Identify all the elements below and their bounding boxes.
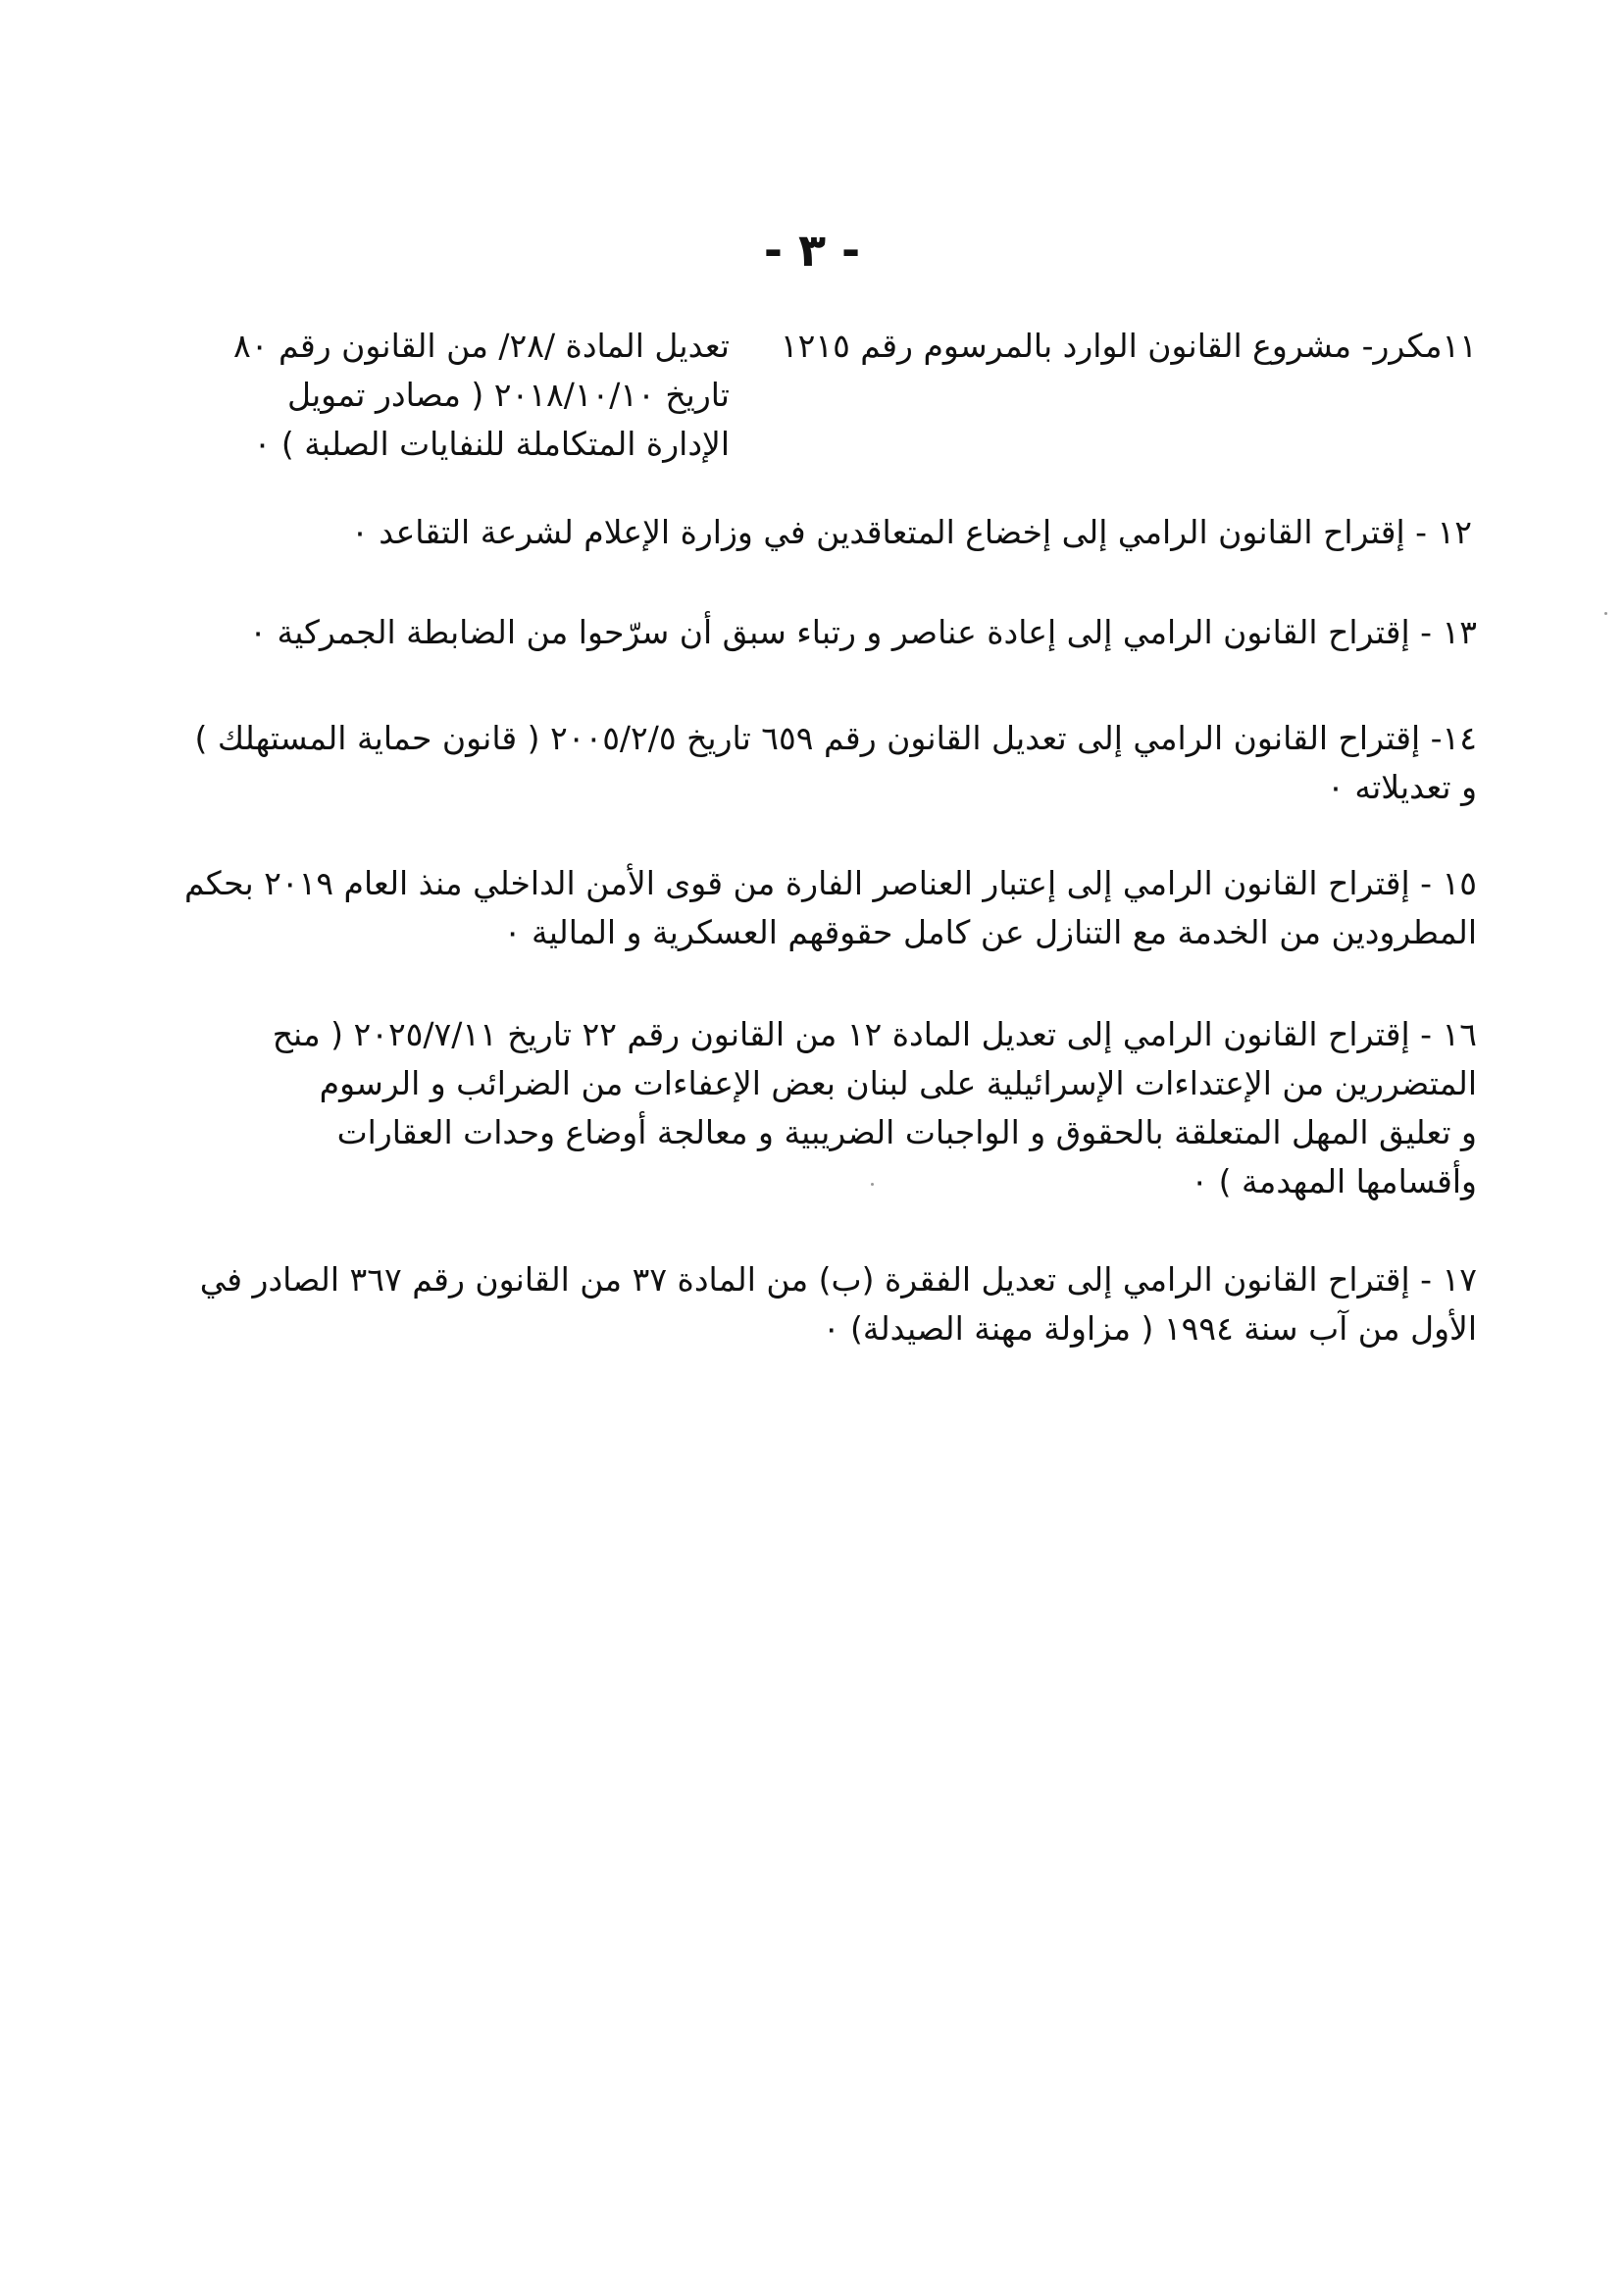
agenda-item-12: [158, 508, 1472, 557]
page-number: - ٣ -: [763, 224, 861, 277]
agenda-item-15-line-1: ١٥ - إقتراح القانون الرامي إلى إعتبار العناصر الفارة من قوى الأمن الداخلي منذ العام ٢٠١٩ بحكم: [183, 864, 1477, 902]
agenda-item-14-line-1: ١٤- إقتراح القانون الرامي إلى تعديل القانون رقم ٦٥٩ تاريخ ٢٠٠٥/٢/٥ ( قانون حماية المستهلك ): [194, 719, 1477, 757]
agenda-item-13-line-1: ١٣ - إقتراح القانون الرامي إلى إعادة عناصر و رتباء سبق أن سرّحوا من الضابطة الجمركية ٠: [249, 613, 1477, 651]
agenda-item-17: [163, 1255, 1477, 1353]
agenda-item-16-line-2: المتضررين من الإعتداءات الإسرائيلية على لبنان بعض الإعفاءات من الضرائب و الرسوم: [319, 1064, 1477, 1102]
agenda-item-11bis-subject-line-1: تعديل المادة /٢٨/ من القانون رقم ٨٠: [233, 327, 730, 365]
agenda-item-11bis-title: [780, 322, 1477, 371]
agenda-item-11bis-subject-line-3: الإدارة المتكاملة للنفايات الصلبة ) ٠: [253, 425, 730, 463]
agenda-item-16: [163, 1010, 1477, 1206]
agenda-item-14: [163, 714, 1477, 812]
scan-speck: [871, 1183, 874, 1186]
agenda-item-15-line-2: المطرودين من الخدمة مع التنازل عن كامل حقوقهم العسكرية و المالية ٠: [503, 913, 1477, 951]
agenda-item-16-line-3: و تعليق المهل المتعلقة بالحقوق و الواجبات الضريبية و معالجة أوضاع وحدات العقارات: [336, 1113, 1477, 1151]
agenda-item-17-line-1: ١٧ - إقتراح القانون الرامي إلى تعديل الفقرة (ب) من المادة ٣٧ من القانون رقم ٣٦٧ الصادر في: [199, 1260, 1477, 1299]
agenda-item-15: [163, 859, 1477, 957]
agenda-item-13: [163, 608, 1477, 657]
agenda-item-11bis-subject: [180, 322, 730, 469]
agenda-item-11bis-subject-line-2: تاريخ ٢٠١٨/١٠/١٠ ( مصادر تمويل: [286, 376, 730, 414]
agenda-item-11bis-title-line: ١١مكرر- مشروع القانون الوارد بالمرسوم رقم ١٢١٥: [780, 327, 1477, 365]
scan-speck: [1604, 612, 1607, 615]
agenda-item-14-line-2: و تعديلاته ٠: [1327, 768, 1477, 806]
agenda-item-16-line-4: وأقسامها المهدمة ) ٠: [1191, 1162, 1477, 1200]
agenda-item-16-line-1: ١٦ - إقتراح القانون الرامي إلى تعديل المادة ١٢ من القانون رقم ٢٢ تاريخ ٢٠٢٥/٧/١١ ( منح: [272, 1015, 1477, 1053]
agenda-item-17-line-2: الأول من آب سنة ١٩٩٤ ( مزاولة مهنة الصيدلة) ٠: [822, 1309, 1477, 1348]
agenda-item-12-line-1: ١٢ - إقتراح القانون الرامي إلى إخضاع المتعاقدين في وزارة الإعلام لشرعة التقاعد ٠: [351, 513, 1472, 551]
